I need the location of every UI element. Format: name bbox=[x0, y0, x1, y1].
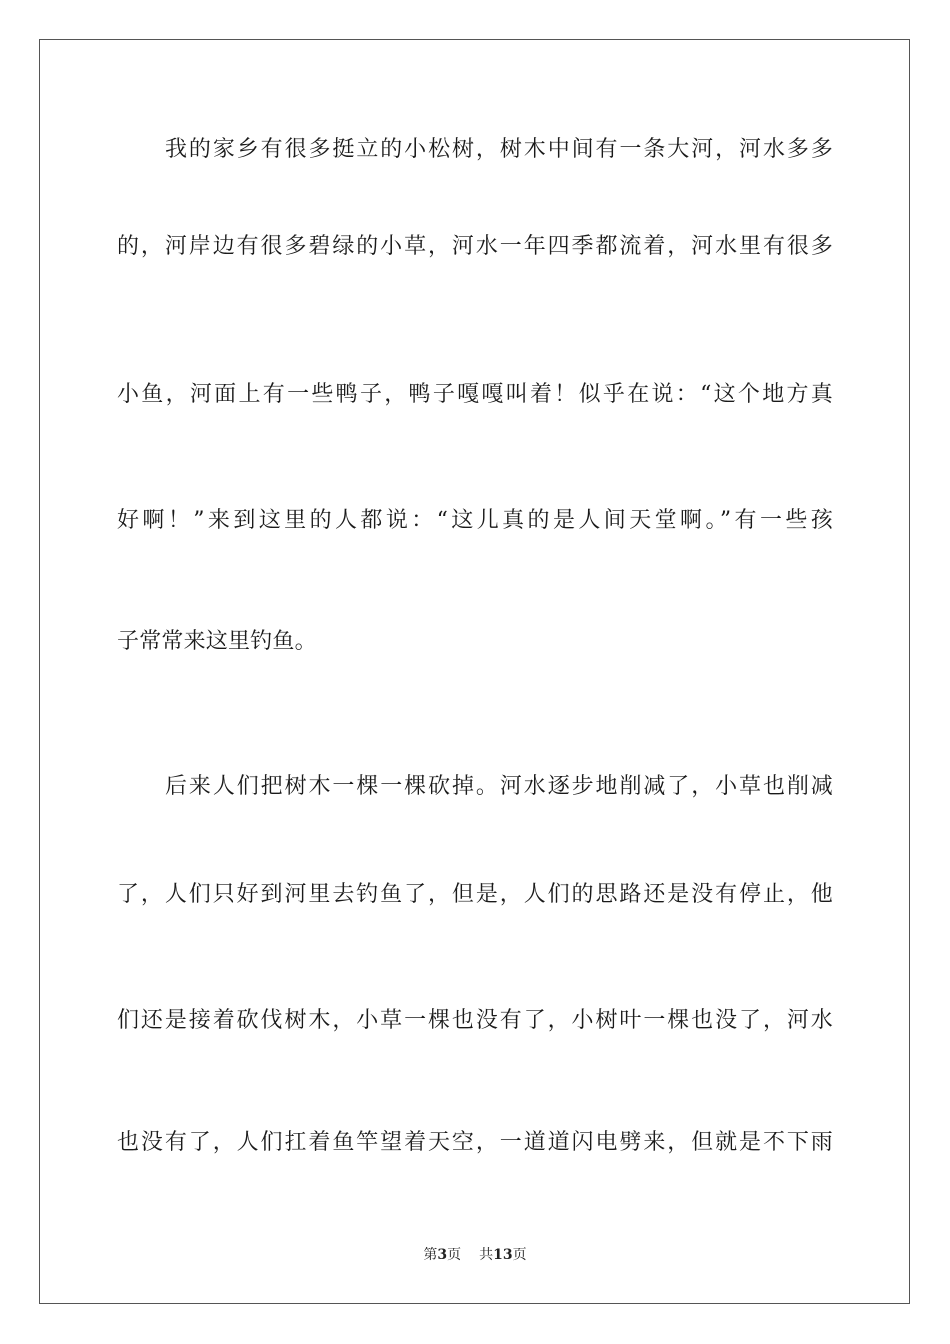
paragraph-1-line-1: 我的家乡有很多挺立的小松树，树木中间有一条大河，河水多多 bbox=[165, 137, 833, 162]
total-prefix: 共 bbox=[479, 1247, 494, 1263]
paragraph-2-line-2: 了，人们只好到河里去钓鱼了，但是，人们的思路还是没有停止，他 bbox=[117, 882, 833, 907]
total-pages: 13 bbox=[493, 1247, 513, 1263]
page-footer bbox=[0, 1246, 950, 1264]
page-number: 3 bbox=[437, 1247, 448, 1263]
page-prefix: 第 bbox=[423, 1247, 438, 1263]
page-suffix: 页 bbox=[447, 1247, 462, 1263]
paragraph-1-line-5: 子常常来这里钓鱼。 bbox=[117, 629, 317, 654]
paragraph-2-line-3: 们还是接着砍伐树木，小草一棵也没有了，小树叶一棵也没了，河水 bbox=[117, 1008, 833, 1033]
paragraph-2-line-1: 后来人们把树木一棵一棵砍掉。河水逐步地削减了，小草也削减 bbox=[165, 774, 833, 799]
paragraph-1-line-4: 好啊！”来到这里的人都说：“这儿真的是人间天堂啊。”有一些孩 bbox=[117, 508, 833, 533]
paragraph-1-line-2: 的，河岸边有很多碧绿的小草，河水一年四季都流着，河水里有很多 bbox=[117, 234, 833, 259]
total-suffix: 页 bbox=[512, 1247, 527, 1263]
paragraph-1-line-3: 小鱼，河面上有一些鸭子，鸭子嘎嘎叫着！似乎在说：“这个地方真 bbox=[117, 382, 833, 407]
paragraph-2-line-4: 也没有了，人们扛着鱼竿望着天空，一道道闪电劈来，但就是不下雨 bbox=[117, 1130, 833, 1155]
page-border bbox=[39, 39, 910, 1304]
